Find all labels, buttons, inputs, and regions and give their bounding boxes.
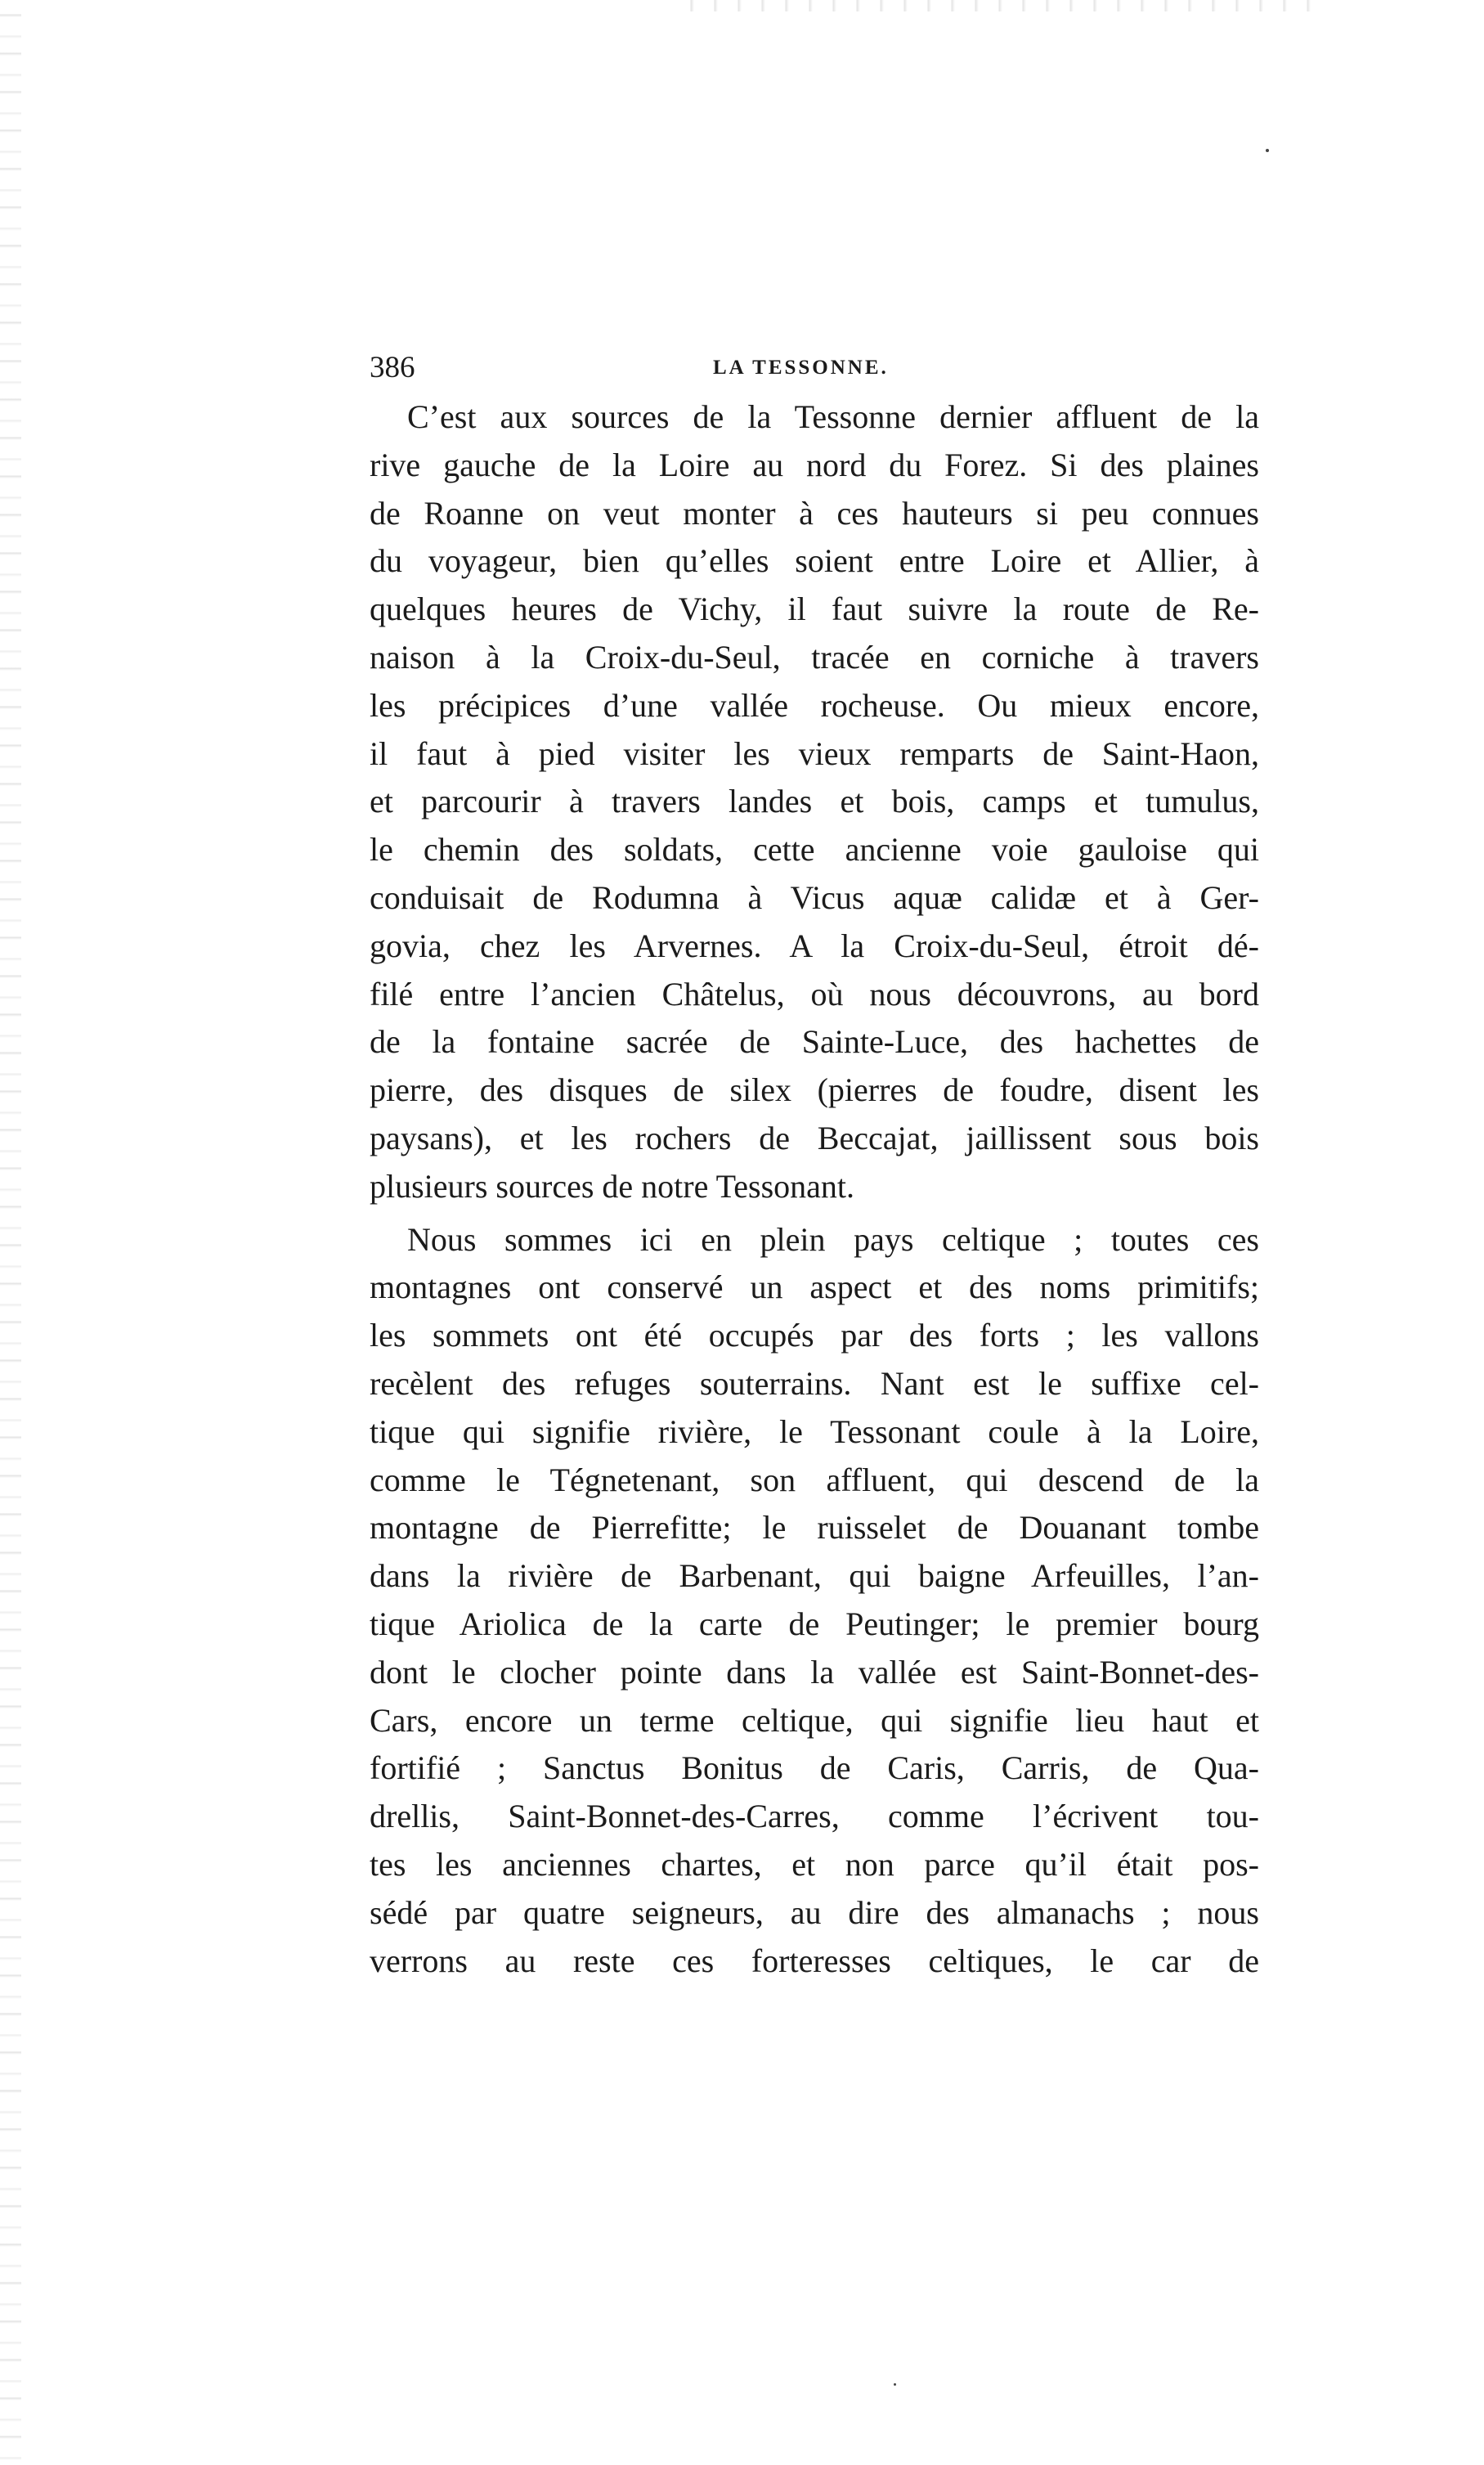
text-line: tes les anciennes chartes, et non parce qu’il était pos-: [370, 1845, 1259, 1883]
scan-top-noise: [670, 0, 1325, 11]
text-line: naison à la Croix-du-Seul, tracée en corniche à travers: [370, 638, 1259, 676]
running-head: LA TESSONNE.: [713, 357, 889, 379]
page-number: 386: [370, 351, 415, 384]
text-line: fortifié ; Sanctus Bonitus de Caris, Carris, de Qua-: [370, 1749, 1259, 1787]
text-line: sédé par quatre seigneurs, au dire des almanachs ; nous: [370, 1893, 1259, 1931]
text-line: govia, chez les Arvernes. A la Croix-du-Seul, étroit dé-: [370, 927, 1259, 964]
text-line: les précipices d’une vallée rocheuse. Ou mieux encore,: [370, 686, 1259, 724]
text-line: C’est aux sources de la Tessonne dernier affluent de la: [407, 398, 1259, 435]
text-line: de la fontaine sacrée de Sainte-Luce, des hachettes de: [370, 1023, 1259, 1061]
paragraph-1: [370, 393, 1259, 1211]
text-line: tique qui signifie rivière, le Tessonant coule à la Loire,: [370, 1412, 1259, 1450]
text-line: du voyageur, bien qu’elles soient entre Loire et Allier, à: [370, 542, 1259, 580]
scan-speck: [894, 2383, 896, 2386]
text-line: il faut à pied visiter les vieux remparts de Saint-Haon,: [370, 734, 1259, 772]
text-line: montagne de Pierrefitte; le ruisselet de Douanant tombe: [370, 1509, 1259, 1547]
text-line: Cars, encore un terme celtique, qui signifie lieu haut et: [370, 1701, 1259, 1739]
text-line: montagnes ont conservé un aspect et des noms primitifs;: [370, 1268, 1259, 1306]
page-header: [370, 350, 1259, 386]
text-line: les sommets ont été occupés par des forts ; les vallons: [370, 1317, 1259, 1354]
body-text: [370, 393, 1259, 1985]
text-line: drellis, Saint-Bonnet-des-Carres, comme l’écrivent tou-: [370, 1798, 1259, 1835]
text-line: recèlent des refuges souterrains. Nant est le suffixe cel-: [370, 1364, 1259, 1402]
text-line: de Roanne on veut monter à ces hauteurs si peu connues: [370, 494, 1259, 532]
scan-edge-noise: [0, 0, 21, 2465]
text-line: et parcourir à travers landes et bois, camps et tumulus,: [370, 783, 1259, 820]
text-line: quelques heures de Vichy, il faut suivre la route de Re-: [370, 590, 1259, 628]
text-line: tique Ariolica de la carte de Peutinger; le premier bourg: [370, 1605, 1259, 1642]
text-line: pierre, des disques de silex (pierres de foudre, disent les: [370, 1071, 1259, 1109]
text-line: Nous sommes ici en plein pays celtique ; toutes ces: [407, 1220, 1259, 1258]
text-line: dont le clocher pointe dans la vallée est Saint-Bonnet-des-: [370, 1653, 1259, 1690]
text-line: verrons au reste ces forteresses celtiques, le car de: [370, 1942, 1259, 1979]
text-line: rive gauche de la Loire au nord du Forez. Si des plaines: [370, 446, 1259, 483]
text-line: paysans), et les rochers de Beccajat, jaillissent sous bois: [370, 1119, 1259, 1156]
scan-speck: [1266, 149, 1269, 152]
text-line: dans la rivière de Barbenant, qui baigne Arfeuilles, l’an-: [370, 1557, 1259, 1595]
paragraph-2: [370, 1216, 1259, 1986]
text-line: plusieurs sources de notre Tessonant.: [370, 1167, 855, 1205]
text-line: conduisait de Rodumna à Vicus aquæ calidæ et à Ger-: [370, 878, 1259, 916]
text-line: comme le Tégnetenant, son affluent, qui descend de la: [370, 1461, 1259, 1498]
text-line: le chemin des soldats, cette ancienne voie gauloise qui: [370, 831, 1259, 869]
text-line: filé entre l’ancien Châtelus, où nous découvrons, au bord: [370, 975, 1259, 1012]
